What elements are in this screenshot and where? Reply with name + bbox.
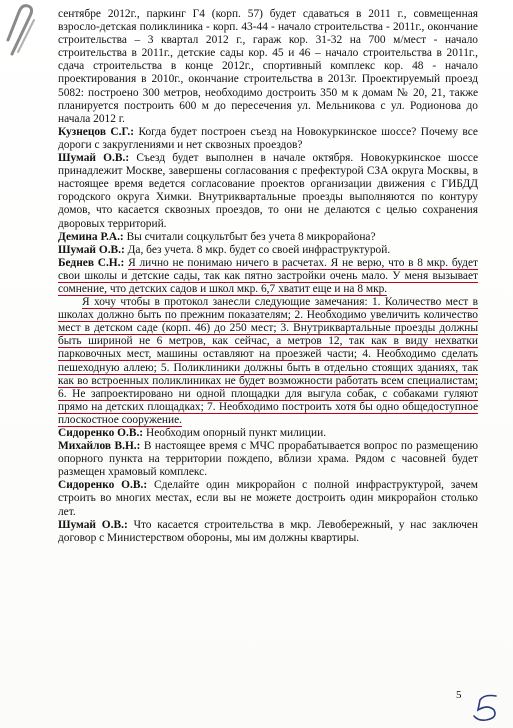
- speaker-name: Михайлов В.Н.:: [58, 440, 141, 453]
- paragraph-text: Съезд будет выполнен в начале октября. Новокуркинское шоссе принадлежит Москве, завершены согласования с префектурой СЗА округа Москвы, в настоящее время ведется согласование проектов организации движения с ГИБДД городского округа Химки. Внутриквартальные проезды выполняются по контуру домов, что касается сквозных проездов, то они не делаются с целью сохранения дворовых территорий.: [58, 152, 478, 230]
- paragraph: [58, 231, 478, 244]
- paragraph-text: сентябре 2012г., паркинг Г4 (корп. 57) будет сдаваться в 2011 г., совмещенная взросло-детская поликлиника - корп. 43-44 - начало строительства - 2011г., окончание строительства – 3 квартал 2012 г., гараж кор. 31-32 на 700 м/мест - начало строительства в 2011г., детские сады кор. 45 и 46 – начало строительства в 2011г., сдача строительства в конце 2012г., спортивный комплекс кор. 48 - начало проектирования в 2010г., окончание строительства в 2013г. Проектируемый проезд 5082: построено 300 метров, необходимо достроить 350 м к домам № 20, 21, также планируется построить 600 м до пересечения ул. Мельникова с ул. Родионова до начала 2012 г.: [58, 8, 478, 125]
- paragraph-text: Сделайте один микрорайон с полной инфраструктурой, зачем строить во многих местах, если вы не можете достроить один микрорайон столько лет.: [58, 479, 478, 518]
- speaker-name: Беднев С.Н.:: [58, 256, 125, 269]
- handwritten-initial-mark: [470, 692, 506, 724]
- paragraph-text: Необходим опорный пункт милиции.: [145, 427, 327, 439]
- paper-clip-icon: [4, 2, 44, 62]
- paragraph-text: Что касается строительства в мкр. Левобережный, у нас заключен договор с Министерством обороны, мы им должны квартиры.: [58, 518, 478, 544]
- speaker-name: Шумай О.В.:: [58, 243, 125, 256]
- paragraph: [58, 8, 478, 126]
- paragraph-text: Когда будет построен съезд на Новокуркинское шоссе? Почему все дороги с закруглениями и нет сквозных проездов?: [58, 125, 478, 151]
- speaker-name: Кузнецов С.Г.:: [58, 125, 135, 138]
- paragraph-text: Я хочу чтобы в протокол занесли следующие замечания: 1. Количество мест в школах должно быть по прежним показателям; 2. Необходимо увеличить количество мест в детском саде (корп. 46) до 250 мест; 3. Внутриквартальные проезды должны быть шириной не 6 метров, как сейчас, а метров 12, так как в виду нехватки парковочных мест, машины оставляют на проезжей части; 4. Необходимо сделать пешеходную аллею; 5. Поликлиники должны быть в отдельно стоящих зданиях, так как во встроенных поликлиниках не будет возможности работать всем специалистам; 6. Не запроектировано ни одной площадки для выгула собак, с собаками гуляют прямо на детских площадках; 7. Необходимо построить хотя бы одно общедоступное плоскостное сооружение.: [58, 296, 478, 426]
- paragraph: [58, 519, 478, 545]
- paragraph: [58, 126, 478, 152]
- paragraph: [58, 440, 478, 479]
- paragraph: [58, 296, 478, 427]
- paragraph: [58, 427, 478, 440]
- paragraph-text: Я лично не понимаю ничего в расчетах. Я не верю, что в 8 мкр. будет свои школы и детские сады, так как пятно застройки очень мало. У меня вызывает сомнение, что детских садов и школ мкр. 6,7 хватит еще и на 8 мкр.: [58, 256, 478, 295]
- page-number: 5: [456, 689, 462, 701]
- paragraph: [58, 152, 478, 231]
- paragraph: [58, 244, 478, 257]
- speaker-name: Шумай О.В.:: [58, 152, 130, 165]
- paragraph-text: В настоящее время с МЧС прорабатывается вопрос по размещению опорного пункта на территории пождепо, вблизи храма. Рядом с часовней будет размещен храмовый комплекс.: [58, 440, 478, 479]
- paragraph: [58, 479, 478, 518]
- speaker-name: Сидоренко О.В.:: [58, 479, 148, 492]
- speaker-name: Шумай О.В.:: [58, 518, 128, 531]
- paragraph: [58, 257, 478, 296]
- paragraph-text: Вы считали соцкультбыт без учета 8 микрорайона?: [126, 230, 376, 243]
- speaker-name: Демина Р.А.:: [58, 230, 124, 243]
- document-body: [58, 8, 478, 545]
- paragraph-text: Да, без учета. 8 мкр. будет со своей инфраструктурой.: [127, 243, 391, 256]
- speaker-name: Сидоренко О.В.:: [58, 427, 144, 439]
